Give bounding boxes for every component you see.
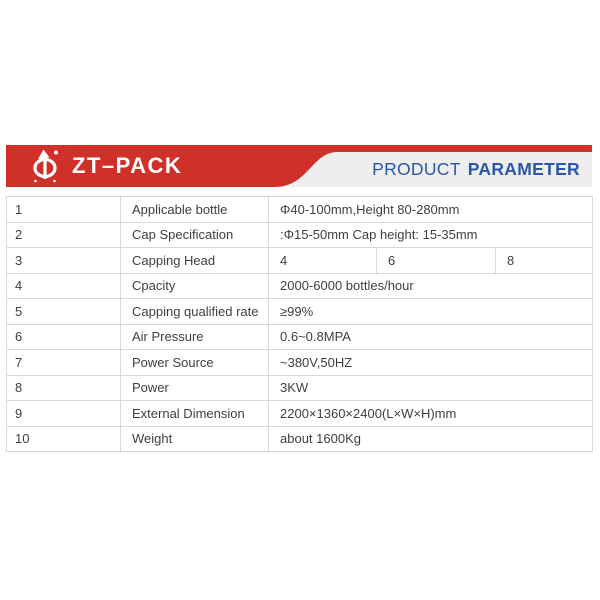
table-row bbox=[7, 324, 593, 350]
param-value: 0.6~0.8MPA bbox=[269, 324, 593, 350]
param-value: 2200×1360×2400(L×W×H)mm bbox=[269, 401, 593, 427]
row-number: 8 bbox=[7, 375, 121, 401]
page-title bbox=[372, 152, 580, 187]
brand-wordmark: ZT–PACK bbox=[72, 153, 183, 178]
param-value: 2000-6000 bottles/hour bbox=[269, 273, 593, 299]
param-name: Cpacity bbox=[121, 273, 269, 299]
row-number: 7 bbox=[7, 350, 121, 376]
param-value: 8 bbox=[496, 248, 593, 274]
table-row bbox=[7, 273, 593, 299]
param-name: Applicable bottle bbox=[121, 197, 269, 223]
page-title-regular: PRODUCT bbox=[372, 159, 461, 179]
param-name: Air Pressure bbox=[121, 324, 269, 350]
spec-table-container bbox=[6, 196, 592, 452]
param-value: :Φ15-50mm Cap height: 15-35mm bbox=[269, 222, 593, 248]
param-name: Capping Head bbox=[121, 248, 269, 274]
param-name: Power bbox=[121, 375, 269, 401]
row-number: 1 bbox=[7, 197, 121, 223]
param-name: Power Source bbox=[121, 350, 269, 376]
param-name: Capping qualified rate bbox=[121, 299, 269, 325]
table-row bbox=[7, 401, 593, 427]
phi-arrow-logo-icon bbox=[28, 148, 64, 184]
row-number: 6 bbox=[7, 324, 121, 350]
row-number: 9 bbox=[7, 401, 121, 427]
page-title-bold: PARAMETER bbox=[467, 159, 580, 179]
row-number: 4 bbox=[7, 273, 121, 299]
row-number: 3 bbox=[7, 248, 121, 274]
param-value: ~380V,50HZ bbox=[269, 350, 593, 376]
param-value: Φ40-100mm,Height 80-280mm bbox=[269, 197, 593, 223]
row-number: 2 bbox=[7, 222, 121, 248]
row-number: 10 bbox=[7, 426, 121, 452]
param-name: External Dimension bbox=[121, 401, 269, 427]
table-row bbox=[7, 248, 593, 274]
brand-logo bbox=[28, 147, 182, 185]
param-value: 3KW bbox=[269, 375, 593, 401]
header-banner bbox=[6, 145, 592, 187]
table-row bbox=[7, 375, 593, 401]
row-number: 5 bbox=[7, 299, 121, 325]
param-value: 6 bbox=[377, 248, 496, 274]
table-row bbox=[7, 426, 593, 452]
param-value: about 1600Kg bbox=[269, 426, 593, 452]
param-name: Cap Specification bbox=[121, 222, 269, 248]
param-value: 4 bbox=[269, 248, 377, 274]
param-value: ≥99% bbox=[269, 299, 593, 325]
table-row bbox=[7, 350, 593, 376]
table-row bbox=[7, 299, 593, 325]
param-name: Weight bbox=[121, 426, 269, 452]
table-row bbox=[7, 197, 593, 223]
table-row bbox=[7, 222, 593, 248]
spec-table bbox=[6, 196, 593, 452]
